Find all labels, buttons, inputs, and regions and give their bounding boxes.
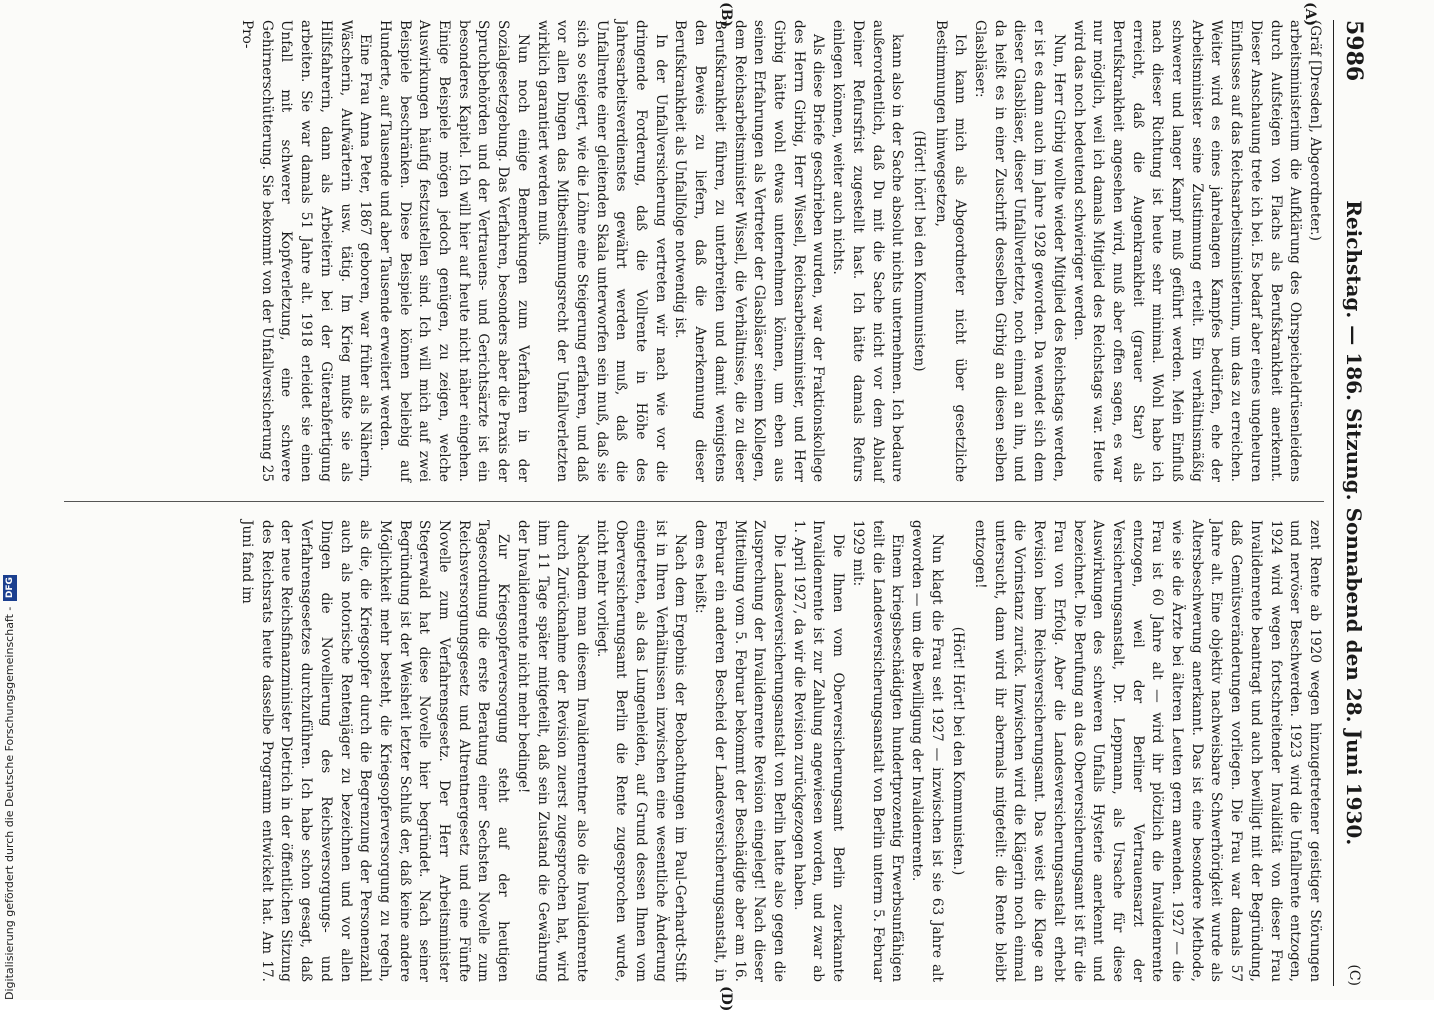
page-number: 5986 (1341, 20, 1367, 82)
quote: Die Ihnen vom Oberversicherungsamt Berlin zuerkannte Invalidenrente ist zur Zahlung angewiesen worden, und zwar ab 1. April 1927, da wir die Revision zurückgezogen haben. (790, 520, 847, 982)
quote: Nach dem Ergebnis der Beobachtungen im Paul-Gerhardt-Stift ist in Ihren Verhältnissen inzwischen eine wesentliche Änderung eingetreten, als das Lungenleiden, auf Grund dessen Ihnen vom Oberversicherungsamt Berlin die Rente zugesprochen wurde, nicht mehr vorliegt. (593, 520, 689, 982)
left-column (64, 20, 1324, 482)
interjection: (Hört! Hört! bei den Kommunisten.) (950, 626, 967, 876)
page-header (1333, 20, 1374, 986)
paragraph: Nachdem man diesem Invalidenrentner also die Invalidenrente durch Zurücknahme der Revision zuerst zugesprochen hat, wird ihm 11 Tage später mitgeteilt, daß sein Zustand die Gewährung der Invalidenrente nicht mehr bedinge! (514, 520, 590, 982)
page-content (54, 2, 1374, 1011)
paragraph: In der Unfallversicherung vertreten wir nach wie vor die dringende Forderung, daß die Vollrente in Höhe des Jahresarbeitsverdienstes gewährt werden muß, daß die Unfallrente einer gleitenden Skala unterworfen sein muß, daß sie sich so steigert, wie die Löhne eine Steigerung erfahren, und daß vor allen Dingen das Mitbestimmungsrecht der Unfallverletzten wirklich garantiert werden muß. (534, 20, 669, 482)
speaker-line: (Gräf [Dresden], Abgeordneter.) (1307, 20, 1323, 241)
footer (0, 0, 20, 1000)
margin-marker-a: (A) (1302, 2, 1318, 27)
paragraph: Zur Kriegsopferversorgung steht auf der heutigen Tagesordnung die erste Beratung einer Sechsten Novelle zum Reichsversorgungsgesetz und Altrentnergesetz und eine Fünfte Novelle zum Verfahrensgesetz. Der Herr Arbeitsminister Stegerwald hat diese Novelle hier begründet. Nach seiner Begründung ist der Weisheit letzter Schluß der, daß keine andere Möglichkeit mehr besteht, die Kriegsopferversorgung zu regeln, als die, die Kriegsopfer durch die Begrenzung der Personenzahl auch als notorische Rentenjäger zu bezeichnen und vor allen Dingen die Novellierung des Reichsversorgungs- und Verfahrensgesetzes durchzuführen. Ich habe schon gesagt, daß der neue Reichsfinanzminister Dietrich in der öffentlichen Sitzung des Reichsrats heute dasselbe Programm entwickelt hat. Am 17. Juni fand im (239, 520, 512, 982)
right-column (64, 520, 1324, 982)
paragraph: Nun noch einige Bemerkungen zum Verfahren in der Sozialgesetzgebung. Das Verfahren, besonders aber die Praxis der Spruchbehörden und der Vertrauens- und Gerichtsärzte ist ein besonderes Kapitel. Ich will hier auf heute nicht näher eingehen. Einige Beispiele mögen jedoch genügen, zu zeigen, welche Auswirkungen häufig festzustellen sind. Ich will mich auf zwei Beispiele beschränken. Diese Beispiele können beliebig auf Hunderte, auf Tausende und aber Tausende erweitert werden. (376, 20, 531, 482)
paragraph: Eine Frau Anna Peter, 1867 geboren, war früher als Näherin, Wäscherin, Aufwärterin usw. tätig. Im Krieg mußte sie als Hilfsfahrerin, dann als Arbeiterin bei der Güterabfertigung arbeiten. Sie war damals 51 Jahre alt. 1918 erleidet sie einen Unfall mit schwerer Kopfverletzung, eine schwere Gehirnerschütterung. Sie bekommt von der Unfallversicherung 25 Pro- (239, 20, 374, 482)
margin-marker-c: (C) (1346, 964, 1362, 986)
quote: Ich kann mich als Abgeordneter nicht über gesetzliche Bestimmungen hinwegsetzen, (932, 20, 969, 482)
paragraph: Nun klagt die Frau seit 1927 — inzwischen ist sie 63 Jahre alt geworden — um die Bewilligung der Invalidenrente. (908, 520, 945, 982)
paragraph: Die Landesversicherungsanstalt von Berlin hatte also gegen die Zusprechung der Invalidenrente Revision eingelegt! Nach dieser Mitteilung vom 5. Februar bekommt der Beschädigte aber am 16. Februar ein anderen Bescheid der Landesversicherungsanstalt, in dem es heißt: (692, 520, 788, 982)
paragraph: Einem kriegsbeschädigten hundertprozentig Erwerbsunfähigen teilt die Landesversicherungsanstalt von Berlin unterm 5. Februar 1929 mit: (849, 520, 906, 982)
paragraph: Als diese Briefe geschrieben wurden, war der Fraktionskollege des Herrn Girbig, Herr Wissell, Reichsarbeitsminister, und Herr Girbig hätte wohl etwas unternehmen können, um eben aus seinen Erfahrungen als Vertreter der Glasbläser seinem Kollegen, dem Reichsarbeitsminister Wissell, die Verhältnisse, die zu dieser Berufskrankheit führen, zu unterbreiten und damit wenigstens den Beweis zu liefern, daß die Anerkennung dieser Berufskrankheit als Unfallfolge notwendig ist. (672, 20, 827, 482)
paragraph: arbeitsministerium die Aufklärung des Ohrspeicheldrüsenleidens durch Aufsteigen von Flachs als Berufskrankheit anerkennt. Dieser Anschauung trete ich bei. Es bedarf aber eines ungeheuren Einflusses auf das Reichsarbeitsministerium, um das zu erreichen. Weiter wird es eines jahrelangen Kampfes bedürfen, ehe der Arbeitsminister seine Zustimmung erteilt. Ein verhältnismäßig schwerer und langer Kampf muß geführt werden. Mein Einfluß nach dieser Richtung ist heute sehr minimal. Wohl habe ich erreicht, daß die Augenkrankheit (grauer Star) als Berufskrankheit angesehen wird, muß aber offen sagen, es war nur möglich, weil ich damals Mitglied des Reichstags war. Heute wird das noch bedeutend schwieriger werden. (1070, 20, 1304, 482)
dfg-logo-icon: DFG (3, 575, 17, 601)
column-divider (64, 501, 1324, 502)
paragraph: zent Rente ab 1920 wegen hinzugetretener geistiger Störungen und nervöser Beschwerden. 1923 wird die Unfallrente entzogen, 1924 wird wegen fortschreitender Invalidität von dieser Frau Invalidenrente beantragt und auch bewilligt mit der Begründung, daß Gemütsveränderungen vorliegen. Die Frau war damals 57 Jahre alt. Eine objektiv nachweisbare Schwerhörigkeit wurde als Altersbeschwerung anerkannt. Das ist eine besondere Methode, wie sie die Ärzte bei älteren Leuten gern anwenden. 1927 — die Frau ist 60 Jahre alt — wird ihr plötzlich die Invalidenrente entzogen, weil der Berliner Vertrauensarzt der Versicherungsanstalt, Dr. Leppmann, als Ursache für diese Auswirkungen des schweren Unfalls Hysterie anerkennt und bezeichnet. Die Berufung an das Oberversicherungsamt ist für die Frau von Erfolg. Aber die Landesversicherungsanstalt erhebt Revision beim Reichsversicherungsamt. Das weist die Klage an die Vorinstanz zurück. Inzwischen wird die Klägerin noch einmal untersucht, dann wird ihr abermals mitgeteilt: die Rente bleibt entzogen! (972, 520, 1323, 982)
margin-marker-d: (D) (718, 986, 734, 1011)
footer-band (0, 0, 22, 1000)
interjection: (Hört! hört! bei den Kommunisten) (910, 130, 927, 372)
margin-marker-b: (B) (718, 2, 734, 28)
page-title: Reichstag. — 186. Sitzung. Sonnabend den 28. Juni 1930. (1342, 200, 1366, 846)
quote: kann also in der Sache absolut nichts unternehmen. Ich bedaure außerordentlich, daß Du mit die Sache nicht vor dem Ablauf Deiner Refursfrist zugestellt hast. Ich hätte damals Refurs einlegen können, weiter auch nichts. (830, 20, 906, 482)
footer-credit: Digitalisierung gefördert durch die Deutsche Forschungsgemeinschaft - (3, 606, 16, 1000)
paragraph: Nun, Herr Girbig wollte wieder Mitglied des Reichstags werden, er ist es dann auch im Jahre 1928 geworden. Da wendet sich dem dieser Glasbläser, dieser Unfallverletzte, noch einmal an ihn, und da heißt es in einer Zuschrift desselben Girbig an diesen selben Glasbläser: (972, 20, 1067, 482)
